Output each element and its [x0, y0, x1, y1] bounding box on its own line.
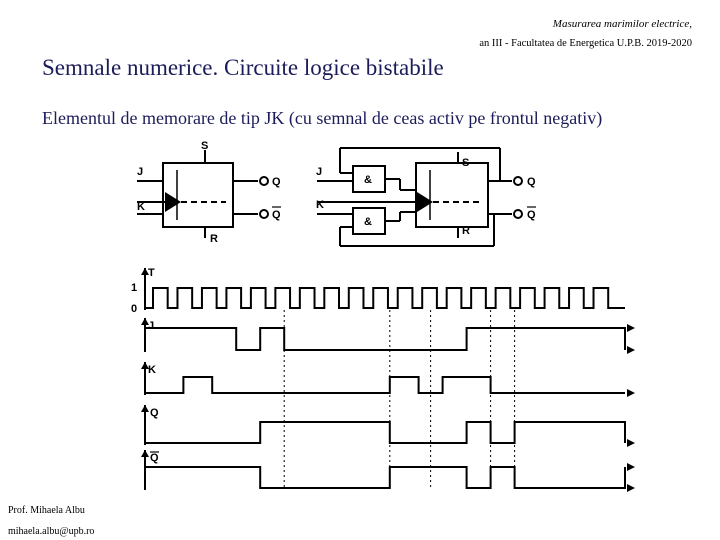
symbol-s-label: S	[201, 140, 209, 152]
q-waveform	[145, 422, 625, 443]
j-waveform	[145, 328, 625, 350]
slide-title: Semnale numerice. Circuite logice bistabile	[42, 55, 444, 80]
qbar-waveform	[145, 467, 625, 488]
circuit-k-label: K	[316, 199, 324, 211]
axis-arrow-up	[141, 450, 149, 457]
clock-waveform	[145, 288, 625, 308]
circuit-qbar-label: Q	[527, 209, 536, 221]
axis-arrow-right	[627, 439, 635, 447]
symbol-j-label: J	[137, 166, 144, 178]
jk-symbol	[137, 150, 268, 238]
symbol-qbar-label: Q	[272, 209, 281, 221]
jk-circuit	[317, 148, 522, 246]
author-name: Prof. Mihaela Albu	[8, 505, 85, 516]
axis-arrow-up	[141, 405, 149, 412]
axis-arrow-right	[627, 324, 635, 332]
slide-subtitle: Elementul de memorare de tip JK (cu semnal de ceas activ pe frontul negativ)	[42, 108, 603, 128]
axis-arrow-right	[627, 346, 635, 354]
symbol-k-label: K	[137, 201, 145, 213]
axis-arrow-right	[627, 463, 635, 471]
timing-k-label: K	[148, 364, 156, 376]
faculty-header: an III - Facultatea de Energetica U.P.B. 2019-2020	[479, 38, 692, 49]
author-email: mihaela.albu@upb.ro	[8, 526, 95, 537]
timing-t-label: T	[148, 267, 155, 279]
and-gate-top-label: &	[364, 174, 372, 186]
circuit-q-label: Q	[527, 176, 536, 188]
timing-zero-label: 0	[131, 303, 138, 315]
symbol-q-label: Q	[272, 176, 281, 188]
timing-j-label: J	[148, 320, 155, 332]
axis-arrow-right	[627, 484, 635, 492]
circuit-r-label: R	[462, 225, 470, 237]
timing-qbar-label: Q	[150, 452, 159, 464]
circuit-s-label: S	[462, 157, 470, 169]
and-gate-bottom-label: &	[364, 216, 372, 228]
symbol-r-label: R	[210, 233, 218, 245]
k-waveform	[145, 377, 625, 393]
timing-q-label: Q	[150, 407, 159, 419]
axis-arrow-right	[627, 389, 635, 397]
course-header: Masurarea marimilor electrice,	[552, 18, 692, 30]
circuit-j-label: J	[316, 166, 323, 178]
timing-one-label: 1	[131, 282, 138, 294]
timing-diagram	[141, 268, 635, 492]
